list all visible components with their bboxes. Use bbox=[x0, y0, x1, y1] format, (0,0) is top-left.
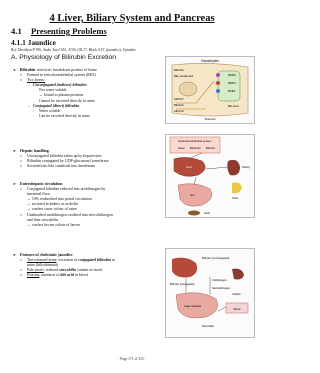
fig3-n5: Urobilin bbox=[232, 293, 241, 296]
arrow-bullet-icon: ➤ bbox=[13, 68, 17, 72]
pale-stools: Pale stools bbox=[27, 268, 44, 273]
dash-icon: - bbox=[33, 108, 35, 113]
dash-icon: - bbox=[33, 113, 35, 118]
square-bullet-icon: □ bbox=[20, 268, 23, 273]
kidney-shape bbox=[232, 269, 244, 280]
hepatic-3: Secreted into bile canaliculi into duodenum bbox=[27, 164, 95, 169]
fig1-l1: Bilirubin bbox=[174, 68, 184, 72]
reference-line: Ref: Davidson P 936, Andre Tan CS10, JC56, GIL17, Block A TC (jaundice), Uptodate bbox=[11, 48, 136, 52]
bilirubin-desc: : non-toxic breakdown product of heme bbox=[35, 68, 97, 72]
fig3-n1: Bilirubin (unconjugated) bbox=[202, 257, 230, 260]
square-bullet-icon: □ bbox=[20, 73, 23, 78]
fig1-top: Hepatocytes bbox=[201, 59, 219, 63]
chol-text: : retention of bbox=[39, 273, 61, 278]
entero-1e: → confers straw colour of urine bbox=[27, 207, 77, 212]
arrow-icon: → bbox=[27, 83, 31, 88]
hepatic-label: Hepatic handling bbox=[20, 149, 49, 153]
hepatic-block bbox=[13, 149, 161, 169]
fig2-b: Biliverdin bbox=[190, 147, 201, 150]
chol-emph: bile acid bbox=[60, 273, 74, 278]
transporter-dot bbox=[216, 81, 220, 85]
chol-text: : excretion of bbox=[56, 258, 79, 263]
square-bullet-icon: □ bbox=[20, 212, 23, 217]
entero-1d: → secreted in kidney as urobilin bbox=[27, 202, 78, 207]
chapter-title: 4 Liver, Biliary System and Pancreas bbox=[49, 13, 215, 24]
entero-block bbox=[13, 182, 161, 228]
list-item bbox=[13, 164, 161, 169]
square-bullet-icon: □ bbox=[20, 154, 23, 159]
unconj-1: Not water soluble bbox=[39, 88, 67, 93]
cholestatic-label: Features of cholestatic jaundice bbox=[20, 253, 73, 257]
conj-label: Conjugated (direct) bilirubin bbox=[33, 103, 80, 108]
fig3-n4: Stercobilinogen bbox=[212, 287, 230, 290]
gut-shape bbox=[178, 184, 212, 206]
section-title: Presenting Problems bbox=[31, 26, 107, 36]
fig1-r2: MRP2 bbox=[228, 81, 236, 85]
fig1-l5: Albumin bbox=[174, 109, 185, 113]
conj-1: Water soluble bbox=[39, 108, 61, 113]
chol-emph: stercobilin bbox=[59, 268, 76, 273]
transporter-dot bbox=[216, 73, 220, 77]
section-heading bbox=[11, 26, 107, 36]
list-item bbox=[13, 114, 161, 119]
bilirubin-label: Bilirubin bbox=[20, 68, 36, 72]
fig2-liver: Liver bbox=[186, 165, 193, 169]
fig2-top: Reticuloendothelial system bbox=[178, 139, 212, 143]
entero-1a: Conjugated bilirubin reduced into urobilinogen by bbox=[27, 187, 106, 192]
dash-icon: - bbox=[33, 88, 35, 93]
arrow-bullet-icon: ➤ bbox=[13, 253, 17, 257]
fig2-c: Bilirubin bbox=[206, 147, 216, 150]
chol-text: content in stools bbox=[75, 268, 103, 273]
kidney-shape bbox=[227, 160, 240, 175]
entero-2b: and then stercobilin bbox=[27, 217, 58, 222]
fig2-stool: Stool bbox=[204, 212, 210, 215]
square-bullet-icon: □ bbox=[20, 187, 23, 192]
chol-text: : reduced bbox=[43, 268, 60, 273]
section-number: 4.1 bbox=[11, 26, 22, 36]
unconj-2: → bound to plasma proteins bbox=[39, 93, 84, 98]
list-item: ➤ Enterohepatic circulation: bbox=[13, 182, 64, 186]
entero-1c: → 10% reabsorbed into portal circulation bbox=[27, 197, 92, 202]
list-item bbox=[13, 223, 161, 228]
list-item: ➤ Hepatic handling: bbox=[13, 149, 50, 153]
entero-label: Enterohepatic circulation bbox=[20, 182, 63, 186]
hepatic-1: Unconjugated bilirubin taken up by hepatocytes bbox=[27, 154, 102, 159]
hepatocyte-figure bbox=[165, 56, 255, 124]
fig3-n6: Stercobilin bbox=[202, 325, 215, 328]
fig2-kidney: Kidney bbox=[242, 166, 250, 169]
two-forms: Two forms: bbox=[27, 78, 45, 83]
unconj-label: Unconjugated (indirect) bilirubin bbox=[33, 83, 87, 88]
metabolism-figure bbox=[165, 134, 255, 218]
fig2-urine: Urine bbox=[232, 197, 239, 200]
fig3-n2: Bilirubin (conjugated) bbox=[170, 283, 195, 286]
entero-2c: → confers brown colour of faeces bbox=[27, 222, 81, 227]
page-footer: - Page 171 of 335 - bbox=[118, 357, 146, 361]
arrow-bullet-icon: ➤ bbox=[13, 149, 17, 153]
heading-a: A. Physiology of Bilirubin Excretion bbox=[11, 54, 117, 61]
chol-text: in blood bbox=[73, 273, 88, 278]
liver-shape bbox=[172, 258, 197, 278]
square-bullet-icon: □ bbox=[20, 273, 23, 278]
fig1-r4: Bile duct bbox=[228, 104, 239, 108]
fig1-r3: BSEP bbox=[228, 89, 236, 93]
fig1-l4: Bilirubin bbox=[174, 103, 184, 107]
fig1-l2: Bile canaliculus bbox=[174, 74, 194, 78]
transporter-dot bbox=[216, 89, 220, 93]
fig3-n3: Urobilinogen bbox=[212, 279, 227, 282]
stool-shape bbox=[188, 211, 200, 216]
pruritus: Pruritus bbox=[27, 273, 40, 278]
chol-text: in bbox=[110, 258, 115, 263]
fig3-blood: Blood bbox=[233, 308, 241, 311]
conj-2: Can be excreted directly in urine bbox=[39, 113, 90, 118]
bilirubin-block bbox=[13, 68, 161, 119]
fig1-bottom: Sinusoid bbox=[204, 117, 216, 121]
cycle-figure bbox=[165, 248, 255, 338]
square-bullet-icon: □ bbox=[20, 78, 23, 83]
entero-2a: Unabsorbed urobilinogen oxidised into stercobilinogen bbox=[27, 212, 113, 217]
unconj-3: Cannot be excreted directly in urine bbox=[39, 98, 95, 103]
fig3-gut: Large intestine bbox=[184, 305, 202, 308]
nucleus bbox=[179, 82, 197, 96]
urine-shape bbox=[232, 183, 242, 194]
list-item bbox=[13, 273, 161, 278]
entero-1b: intestinal flora bbox=[27, 192, 50, 197]
square-bullet-icon: □ bbox=[20, 159, 23, 164]
arrow-icon: → bbox=[27, 103, 31, 108]
tea-urine: Tea-coloured urine bbox=[27, 258, 57, 263]
chol-emph: conjugated bilirubin bbox=[78, 258, 111, 263]
fig2-gut: Gut bbox=[190, 193, 195, 197]
fig1-l3: UDPGT bbox=[174, 97, 184, 101]
fig1-r1: MDR2 bbox=[228, 73, 236, 77]
arrow-bullet-icon: ➤ bbox=[13, 182, 17, 186]
cholestatic-block bbox=[13, 253, 161, 278]
hepatic-2: Bilirubin conjugated by UDP-glucuronyl transferase bbox=[27, 159, 109, 164]
subsection-heading: 4.1.1 Jaundice bbox=[11, 38, 56, 47]
bilirubin-formed: Formed in reticuloendothelial system (RES) bbox=[27, 73, 96, 78]
list-item: ➤ Features of cholestatic jaundice: bbox=[13, 253, 74, 257]
chol-text: urine (bilirubinuria) bbox=[27, 263, 59, 268]
square-bullet-icon: □ bbox=[20, 258, 23, 263]
dash-icon: - bbox=[33, 98, 35, 103]
square-bullet-icon: □ bbox=[20, 164, 23, 169]
fig2-a: Haem bbox=[178, 147, 185, 150]
